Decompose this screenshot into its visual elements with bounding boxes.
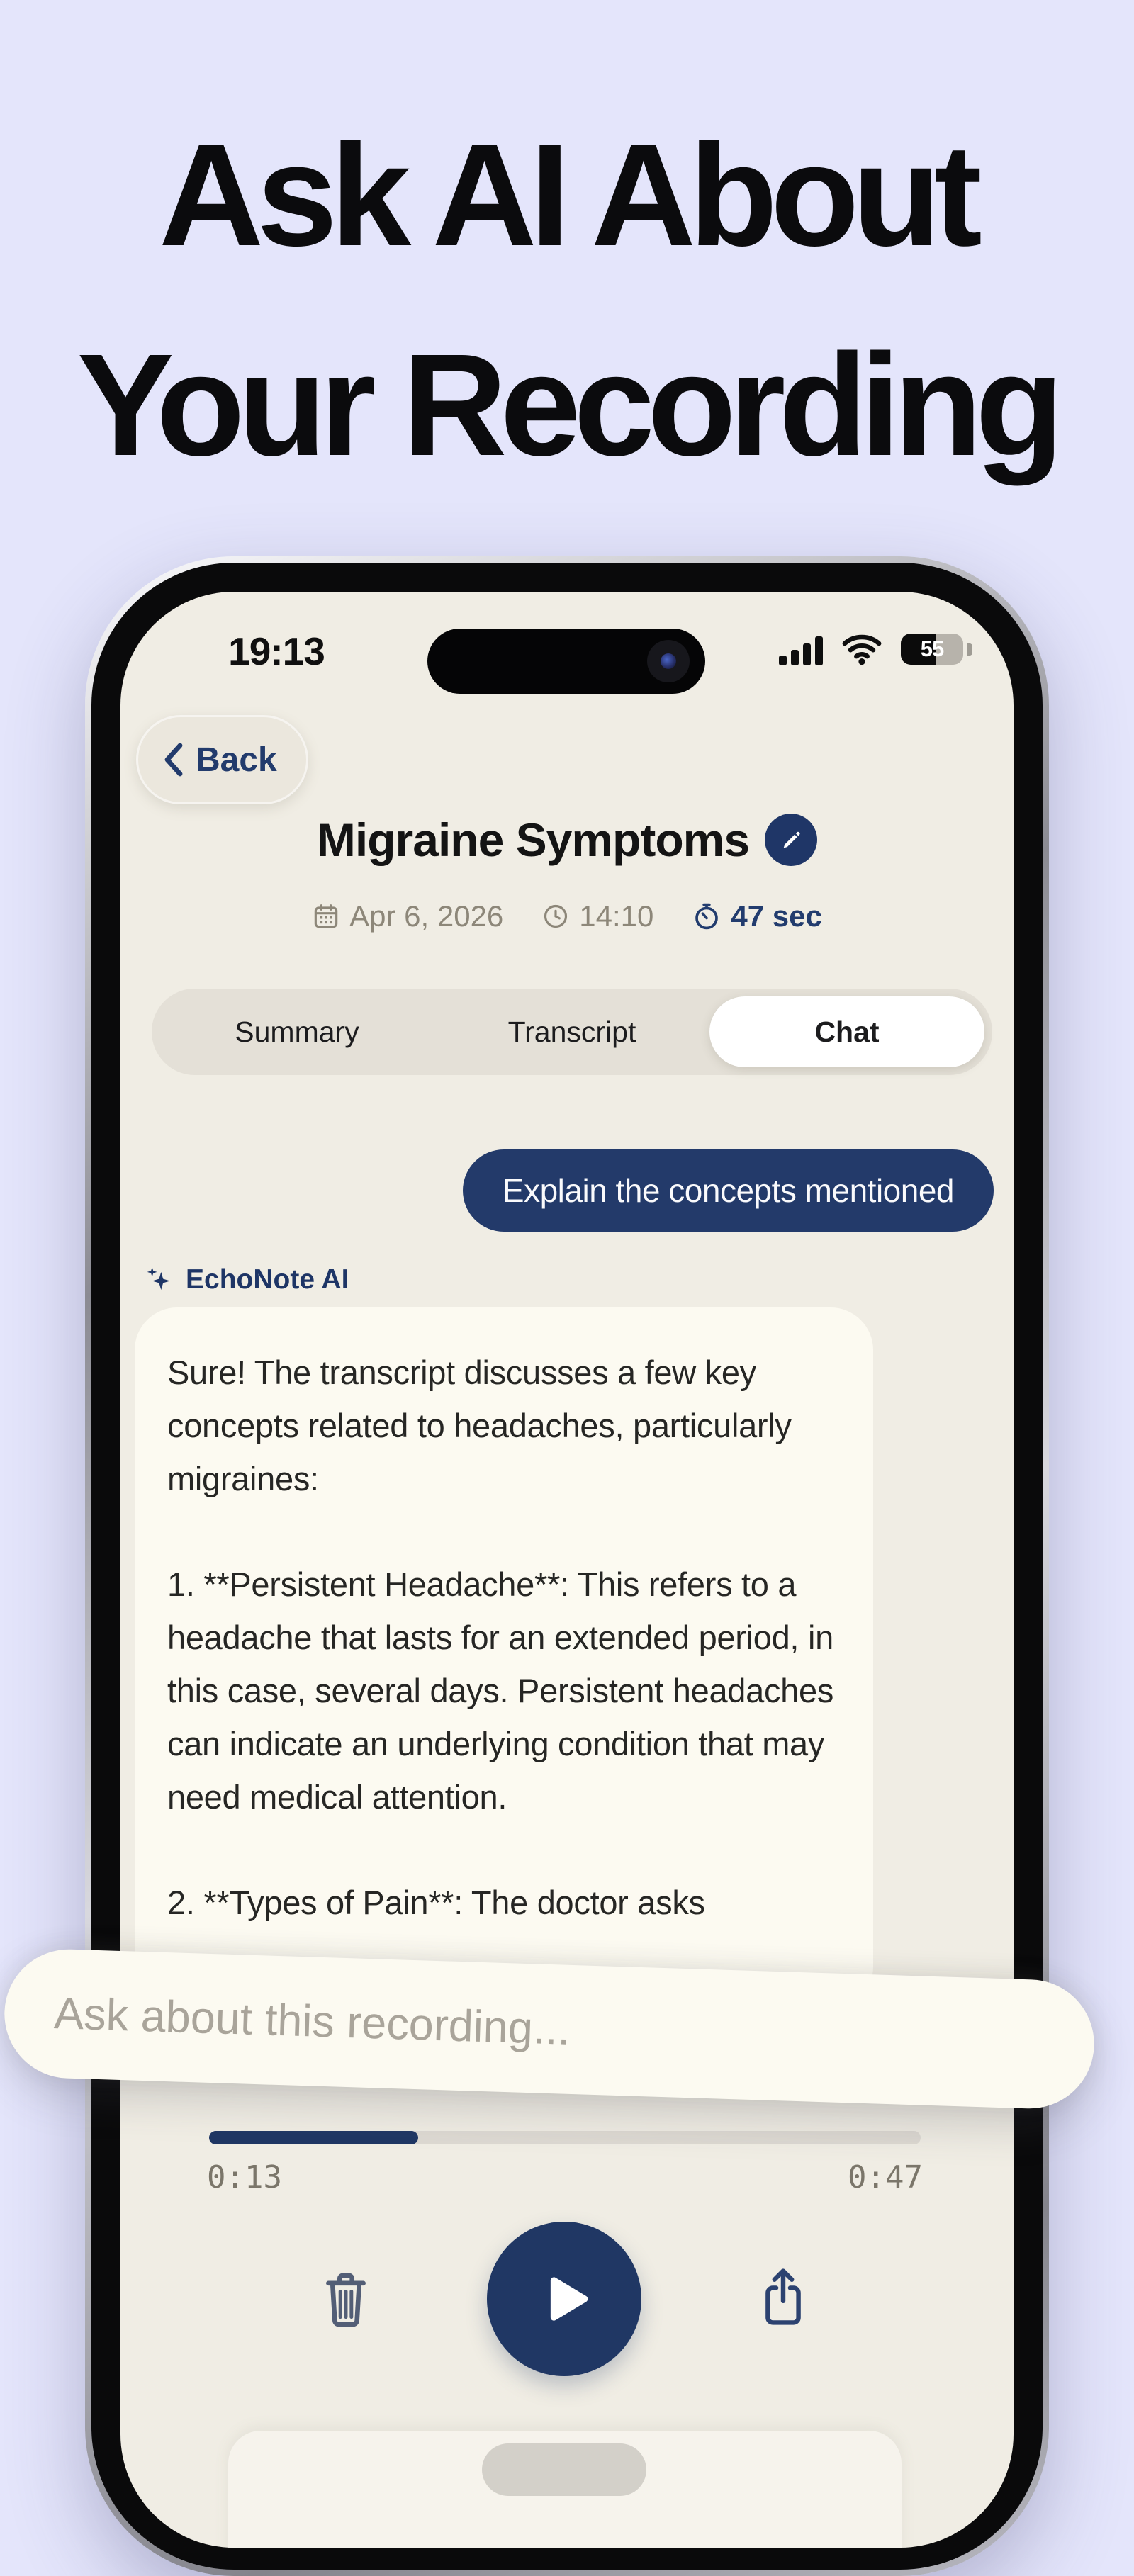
recording-meta	[120, 899, 1014, 933]
ai-message-bubble	[135, 1307, 873, 2009]
dynamic-island	[427, 629, 705, 694]
share-icon	[758, 2264, 808, 2329]
delete-button[interactable]	[321, 2270, 371, 2329]
page-title	[0, 91, 1134, 510]
user-message-text: Explain the concepts mentioned	[502, 1172, 954, 1209]
phone-mockup	[85, 556, 1049, 2576]
share-button[interactable]	[758, 2264, 808, 2329]
chevron-left-icon	[160, 741, 186, 778]
battery-nub	[967, 643, 972, 656]
playback-times	[207, 2159, 923, 2195]
back-button[interactable]	[136, 715, 308, 804]
ai-message-paragraph: Sure! The transcript discusses a few key concepts related to headaches, particularly migraines:	[167, 1354, 792, 1497]
calendar-icon	[312, 902, 340, 930]
play-icon	[532, 2266, 597, 2332]
ai-sender-name: EchoNote AI	[186, 1264, 349, 1295]
ai-sender-row	[143, 1264, 349, 1296]
back-label: Back	[196, 741, 277, 779]
elapsed-time: 0:13	[207, 2159, 282, 2195]
total-time: 0:47	[848, 2159, 923, 2195]
playback-progress-fill	[209, 2131, 418, 2144]
meta-date: Apr 6, 2026	[312, 899, 503, 933]
edit-title-button[interactable]	[765, 814, 817, 866]
meta-time: 14:10	[541, 899, 653, 933]
tab-transcript[interactable]: Transcript	[507, 1015, 636, 1048]
status-icons	[779, 633, 972, 665]
bottom-sheet[interactable]	[228, 2431, 902, 2548]
trash-icon	[321, 2270, 371, 2329]
tab-bar	[152, 989, 992, 1075]
cellular-signal-icon	[779, 633, 823, 665]
recording-title: Migraine Symptoms	[316, 814, 750, 866]
headline-line2: Your Recording	[77, 324, 1057, 486]
status-time: 19:13	[228, 629, 325, 673]
user-message-bubble	[463, 1149, 994, 1232]
tab-chat[interactable]: Chat	[709, 996, 984, 1067]
meta-duration: 47 sec	[692, 899, 821, 933]
ai-message-paragraph: 2. **Types of Pain**: The doctor asks	[167, 1884, 705, 1921]
play-button[interactable]	[487, 2222, 641, 2376]
phone-bezel	[91, 563, 1043, 2570]
clock-icon	[541, 902, 570, 930]
battery-icon	[901, 634, 963, 665]
phone-screen	[120, 592, 1014, 2548]
front-camera-icon	[647, 640, 690, 682]
sparkles-icon	[143, 1264, 176, 1296]
recording-title-row	[120, 813, 1014, 867]
wifi-icon	[841, 633, 882, 665]
stopwatch-icon	[692, 901, 722, 931]
battery-percent: 55	[920, 636, 944, 661]
pencil-icon	[777, 826, 805, 854]
drag-handle[interactable]	[482, 2443, 646, 2496]
playback-progress-bar[interactable]	[209, 2131, 921, 2144]
tab-summary[interactable]: Summary	[235, 1015, 359, 1048]
ai-message-paragraph: 1. **Persistent Headache**: This refers to a headache that lasts for an extended period, in this case, several days. Persistent headaches can indicate an underlying condition that may need medical attention.	[167, 1565, 834, 1816]
headline-line1: Ask AI About	[159, 114, 975, 276]
player-controls	[120, 2222, 1014, 2392]
